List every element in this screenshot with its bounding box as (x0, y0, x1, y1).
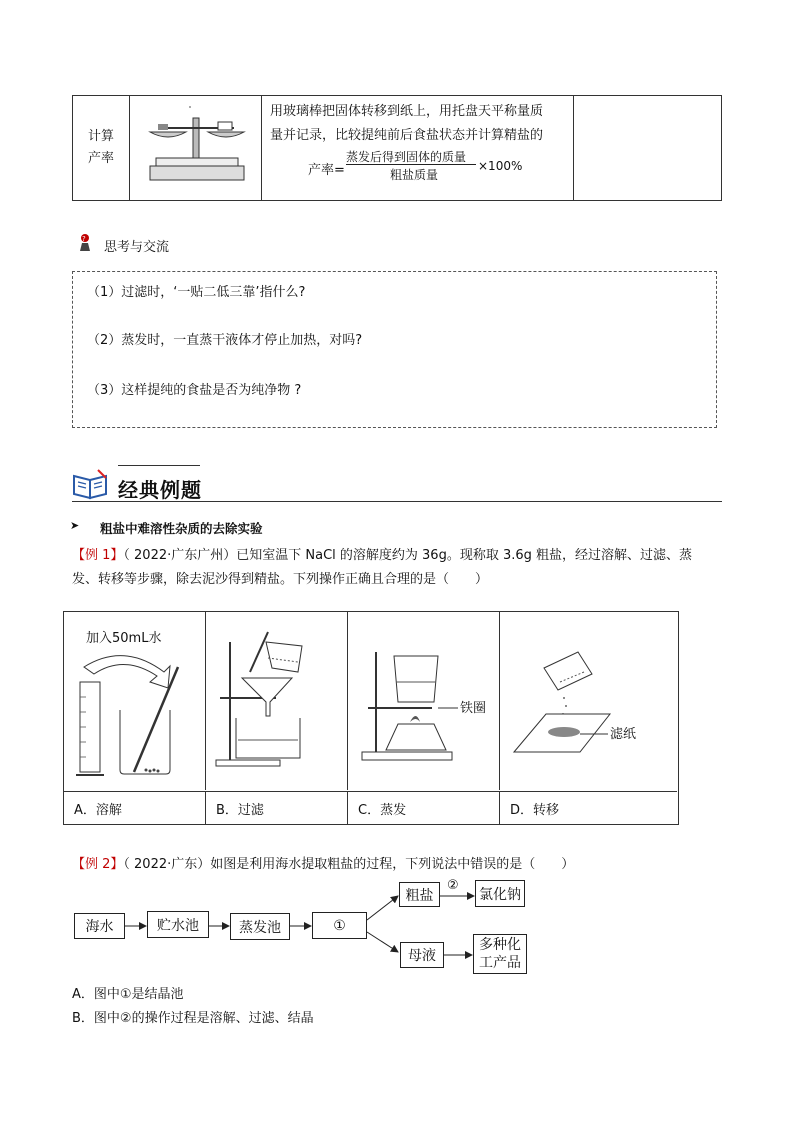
subheading: 粗盐中难溶性杂质的去除实验 (100, 521, 263, 536)
panel-a-annotation: 加入50mL水 (86, 631, 162, 646)
chem-products-line2: 工产品 (479, 955, 521, 971)
option-c[interactable]: C．蒸发 (348, 791, 500, 824)
flow-box-mother-liquor: 母液 (400, 942, 444, 968)
flow-box-chem-products (473, 934, 527, 974)
row-label: 计算产率 (87, 129, 114, 166)
flow-box-evaporation-pond: 蒸发池 (230, 913, 290, 940)
formula-times: ×100% (478, 159, 523, 173)
formula-denominator: 粗盐质量 (390, 168, 439, 182)
option-b[interactable]: B．过滤 (206, 791, 348, 824)
flow-box-seawater: 海水 (74, 913, 125, 939)
svg-text:?: ? (82, 235, 86, 243)
flow-step2-label: ② (447, 878, 459, 893)
flow-box-sodium-chloride: 氯化钠 (475, 880, 525, 907)
example2-tag: 【例 2】 (72, 857, 124, 872)
option-d[interactable]: D．转移 (500, 791, 677, 824)
example1-line2: 发、转移等步骤，除去泥沙得到精盐。下列操作正确且合理的是（ ） (72, 572, 489, 587)
think-question-2: （2）蒸发时，一直蒸干液体才停止加热，对吗? (87, 333, 363, 348)
think-question-3: （3）这样提纯的食盐是否为纯净物 ? (87, 383, 302, 398)
example2-option-a[interactable]: A．图中①是结晶池 (72, 987, 184, 1002)
example2-text: （ 2022·广东）如图是利用海水提取粗盐的过程，下列说法中错误的是（ ） (123, 857, 575, 872)
example1-text1: （ 2022·广东广州）已知室温下 NaCl 的溶解度约为 36g。现称取 3.6g 粗盐，经过溶解、过滤、蒸 (123, 548, 693, 563)
think-question-1: （1）过滤时，‘一贴二低三靠’指什么? (87, 285, 306, 300)
arrow-bullet-icon: ➤ (70, 519, 80, 532)
example1-tag: 【例 1】 (72, 548, 124, 563)
chem-products-line1: 多种化 (479, 937, 521, 953)
formula-label: 产率= (308, 163, 345, 178)
formula-numerator: 蒸发后得到固体的质量 (346, 150, 467, 164)
panel-d-annotation: 滤纸 (610, 727, 637, 742)
desc-line-1: 用玻璃棒把固体转移到纸上，用托盘天平称量质 (270, 104, 544, 119)
option-a[interactable]: A．溶解 (64, 791, 206, 824)
flow-box-step1: ① (312, 912, 367, 939)
flow-box-storage-pond: 贮水池 (147, 911, 209, 938)
panel-c-annotation: 铁圈 (460, 701, 487, 716)
section-title: 经典例题 (118, 478, 202, 502)
example2-option-b[interactable]: B．图中②的操作过程是溶解、过滤、结晶 (72, 1011, 314, 1026)
think-title: 思考与交流 (104, 240, 170, 255)
flow-box-crude-salt: 粗盐 (399, 882, 440, 907)
desc-line-2: 量并记录，比较提纯前后食盐状态并计算精盐的 (270, 128, 544, 143)
